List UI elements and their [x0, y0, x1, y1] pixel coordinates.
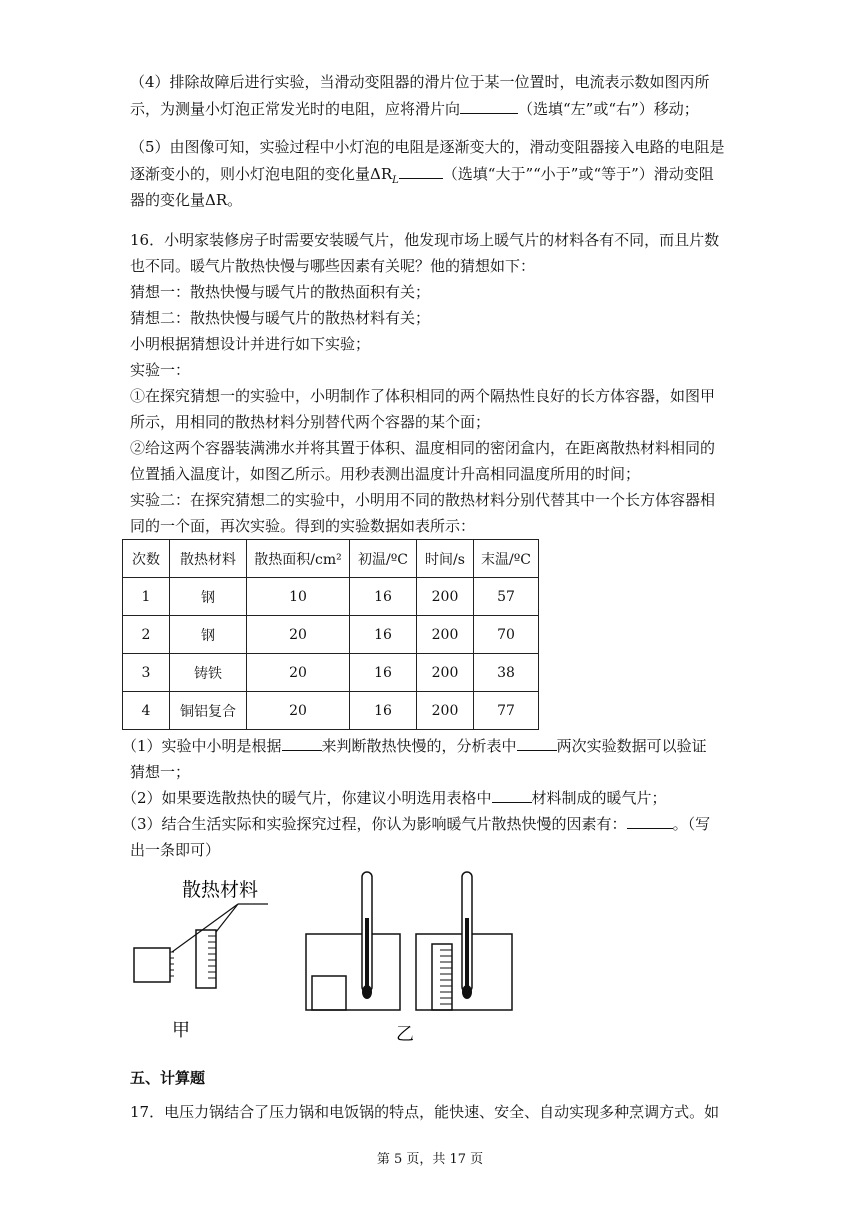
table-cell: 4 [123, 692, 170, 730]
table-cell: 10 [247, 578, 350, 616]
material-hatch [170, 936, 216, 978]
table-cell: 16 [350, 578, 417, 616]
table-cell: 20 [247, 616, 350, 654]
answer-blank[interactable] [492, 786, 532, 803]
header-cell: 散热面积/cm² [247, 540, 350, 578]
data-table [122, 539, 539, 730]
answer-blank[interactable] [460, 97, 518, 114]
table-header-row [123, 540, 539, 578]
table-row [123, 616, 539, 654]
container-small [312, 976, 346, 1010]
q16-intro-line2: 也不同。暖气片散热快慢与哪些因素有关呢？他的猜想如下： [130, 257, 536, 275]
table-row [123, 578, 539, 616]
table-cell: 200 [417, 616, 474, 654]
table-cell: 16 [350, 692, 417, 730]
label-jia: 甲 [172, 1020, 190, 1041]
q15-part5-line1: （5）由图像可知，实验过程中小灯泡的电阻是逐渐变大的，滑动变阻器接入电路的电阻是 [130, 138, 725, 156]
q16-answer2: （2）如果要选散热快的暖气片，你建议小明选用表格中 材料制成的暖气片； [122, 786, 667, 810]
q15-part4-line1: （4）排除故障后进行实验，当滑动变阻器的滑片位于某一位置时，电流表示数如图丙所 [130, 73, 710, 91]
sealed-box-left [306, 934, 400, 1010]
table-cell: 1 [123, 578, 170, 616]
table-row [123, 692, 539, 730]
q16-answer3-line1: （3）结合生活实际和实验探究过程，你认为影响暖气片散热快慢的因素有： 。（写 [122, 812, 710, 836]
answer-blank[interactable] [517, 734, 557, 751]
header-cell: 末温/ºC [474, 540, 539, 578]
header-cell: 时间/s [417, 540, 474, 578]
q16-exp1-step1-line1: ①在探究猜想一的实验中，小明制作了体积相同的两个隔热性良好的长方体容器，如图甲 [130, 387, 716, 405]
table-cell: 200 [417, 578, 474, 616]
q16-design: 小明根据猜想设计并进行如下实验； [130, 335, 371, 353]
table-cell: 铸铁 [170, 654, 247, 692]
q15-part5-line2: 逐渐变小的，则小灯泡电阻的变化量$\Delta R_L$ （选填“大于”“小于”或“等于”）滑动变阻 [130, 162, 714, 193]
experiment-figure [120, 868, 540, 1048]
container-tall [196, 930, 216, 988]
header-cell: 次数 [123, 540, 170, 578]
q16-exp1-step2-line2: 位置插入温度计，如图乙所示。用秒表测出温度计升高相同温度所用的时间； [130, 465, 641, 483]
table-cell: 200 [417, 692, 474, 730]
answer-blank[interactable] [399, 162, 443, 179]
q16-exp1-title: 实验一： [130, 361, 191, 379]
header-cell: 初温/ºC [350, 540, 417, 578]
q16-guess2: 猜想二：散热快慢与暖气片的散热材料有关； [130, 309, 431, 327]
q16-answer1-line1: （1）实验中小明是根据 来判断散热快慢的，分析表中 两次实验数据可以验证 [122, 734, 707, 758]
container-tall [432, 944, 452, 1010]
table-cell: 200 [417, 654, 474, 692]
table-cell: 77 [474, 692, 539, 730]
table-cell: 38 [474, 654, 539, 692]
answer-blank[interactable] [282, 734, 322, 751]
header-cell: 散热材料 [170, 540, 247, 578]
table-cell: 钢 [170, 578, 247, 616]
label-pointer [172, 904, 238, 952]
q16-guess1: 猜想一：散热快慢与暖气片的散热面积有关； [130, 283, 431, 301]
table-cell: 20 [247, 654, 350, 692]
table-cell: 16 [350, 616, 417, 654]
q16-exp2-line2: 同的一个面，再次实验。得到的实验数据如表所示： [130, 517, 476, 535]
answer-blank[interactable] [627, 812, 673, 829]
container-small [134, 948, 170, 982]
table-cell: 16 [350, 654, 417, 692]
q16-exp2-line1: 实验二：在探究猜想二的实验中，小明用不同的散热材料分别代替其中一个长方体容器相 [130, 491, 716, 509]
label-yi: 乙 [396, 1024, 414, 1045]
table-cell: 70 [474, 616, 539, 654]
q16-intro-line1: 16．小明家装修房子时需要安装暖气片，他发现市场上暖气片的材料各有不同，而且片数 [130, 231, 720, 249]
table-row [123, 654, 539, 692]
section-heading: 五、计算题 [130, 1069, 206, 1087]
table-cell: 铜铝复合 [170, 692, 247, 730]
q16-answer1-line2: 猜想一； [130, 763, 191, 781]
q15-part5-line3: 器的变化量ΔR。 [130, 191, 243, 209]
table-cell: 20 [247, 692, 350, 730]
page-footer: 第 5 页，共 17 页 [376, 1152, 484, 1167]
table-cell: 2 [123, 616, 170, 654]
q15-part4-line2: 示，为测量小灯泡正常发光时的电阻，应将滑片向 （选填“左”或“右”）移动； [130, 97, 699, 121]
q16-answer3-line2: 出一条即可） [130, 841, 221, 859]
q16-exp1-step2-line1: ②给这两个容器装满沸水并将其置于体积、温度相同的密闭盒内，在距离散热材料相同的 [130, 439, 716, 457]
table-cell: 57 [474, 578, 539, 616]
table-cell: 钢 [170, 616, 247, 654]
q16-exp1-step1-line2: 所示，用相同的散热材料分别替代两个容器的某个面； [130, 413, 491, 431]
table-cell: 3 [123, 654, 170, 692]
q17-line1: 17．电压力锅结合了压力锅和电饭锅的特点，能快速、安全、自动实现多种烹调方式。如 [130, 1103, 720, 1121]
material-label: 散热材料 [182, 879, 259, 901]
